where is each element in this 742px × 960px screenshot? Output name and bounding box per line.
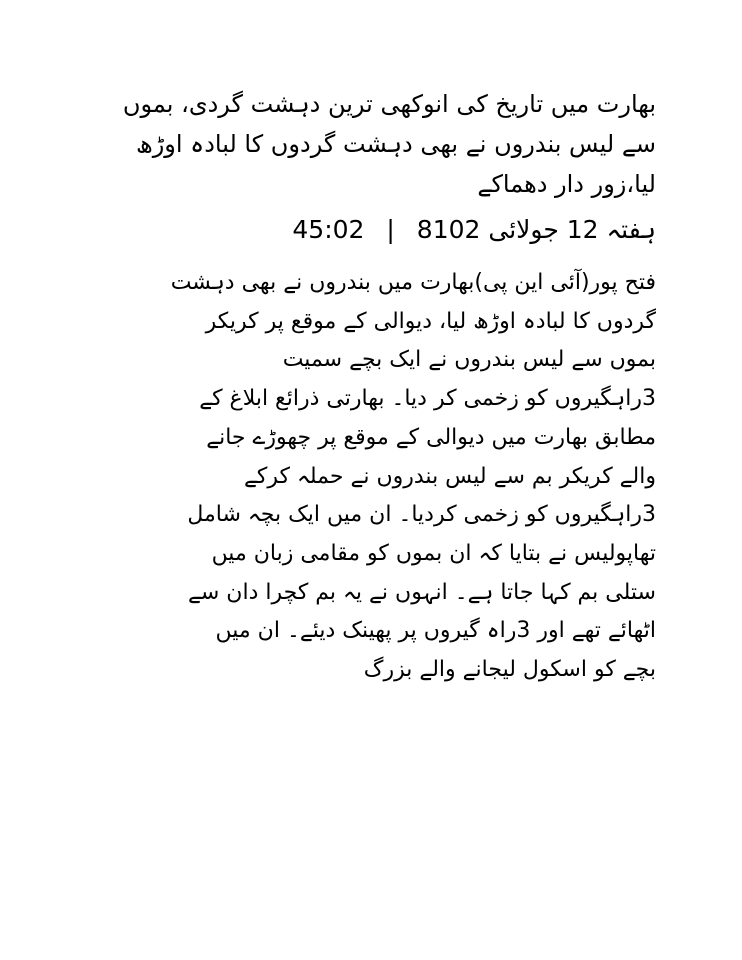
headline xyxy=(96,84,656,204)
article xyxy=(96,84,656,690)
body-line-8: تھاپولیس نے بتایا کہ ان بموں کو مقامی زبان میں xyxy=(211,540,656,566)
body-line-9: ستلی بم کہا جاتا ہے۔ انہوں نے یہ بم کچرا دان سے xyxy=(187,579,656,605)
date-time-separator: | xyxy=(386,215,395,244)
publish-time: 45:02 xyxy=(292,215,365,244)
publish-date: ہفتہ 12 جولائی 8102 xyxy=(416,215,656,244)
dateline xyxy=(96,210,656,250)
headline-line-2: سے لیس بندروں نے بھی دہشت گردوں کا لبادہ اوڑھ xyxy=(135,130,656,158)
headline-line-1: بھارت میں تاریخ کی انوکھی ترین دہشت گردی، بموں xyxy=(122,90,656,118)
headline-line-3: لیا،زور دار دھماکے xyxy=(477,170,656,198)
body-line-2: گردوں کا لبادہ اوڑھ لیا، دیوالی کے موقع پر کریکر xyxy=(205,308,656,334)
body-line-10: اٹھائے تھے اور 3راہ گیروں پر پھینک دیئے۔ ان میں xyxy=(215,618,656,644)
body-line-7: 3راہگیروں کو زخمی کردیا۔ ان میں ایک بچہ شامل xyxy=(187,502,656,528)
body-line-3: بموں سے لیس بندروں نے ایک بچے سمیت xyxy=(282,347,656,373)
body-line-1: فتح پور(آئی این پی)بھارت میں بندروں نے بھی دہشت xyxy=(170,270,656,295)
article-body xyxy=(96,264,656,690)
body-line-6: والے کریکر بم سے لیس بندروں نے حملہ کرکے xyxy=(244,463,656,489)
body-line-11: بچے کو اسکول لیجانے والے بزرگ xyxy=(363,657,656,683)
body-line-5: مطابق بھارت میں دیوالی کے موقع پر چھوڑے جانے xyxy=(206,424,656,450)
body-line-4: 3راہگیروں کو زخمی کر دیا۔ بھارتی ذرائع ابلاغ کے xyxy=(199,386,656,412)
